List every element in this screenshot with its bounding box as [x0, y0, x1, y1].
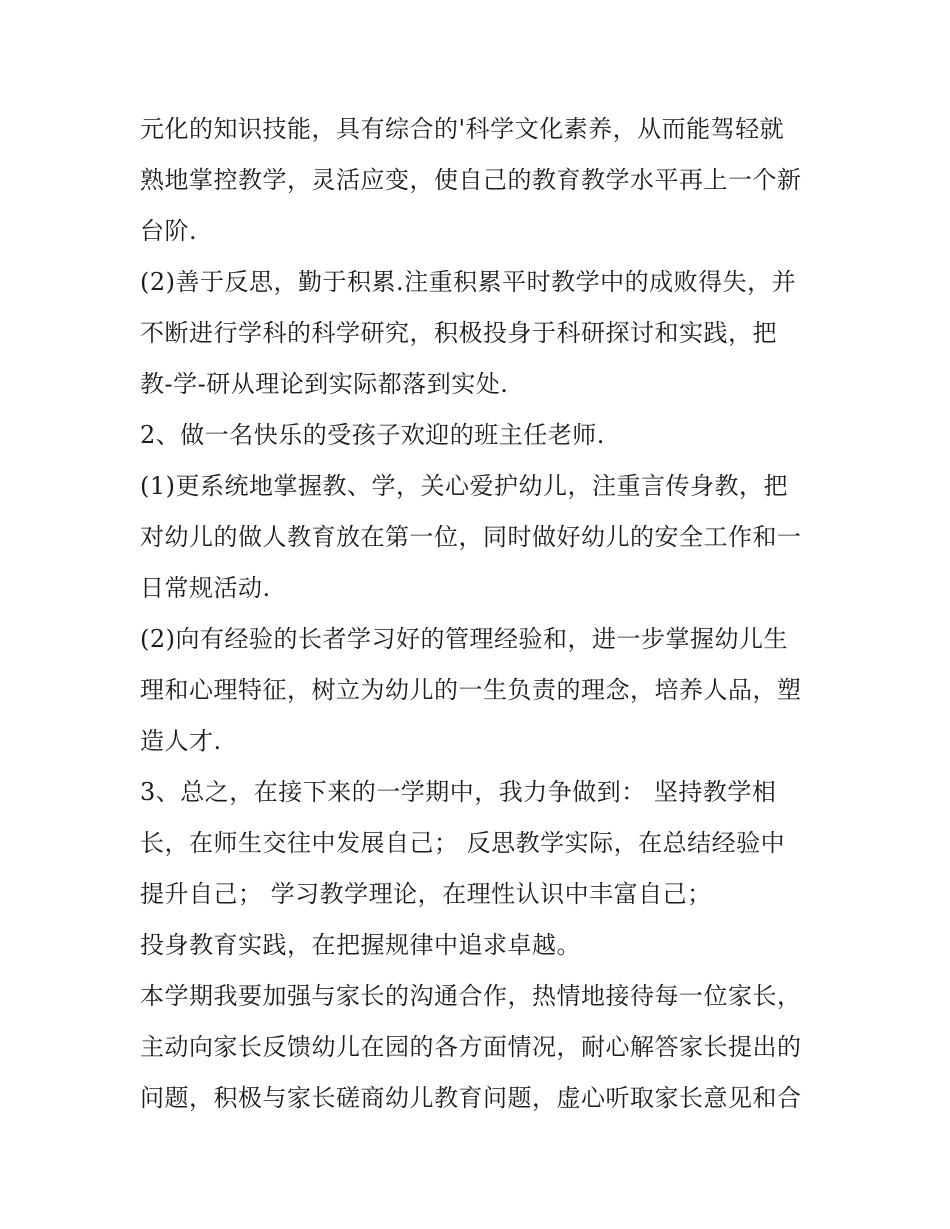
text-line: 不断进行学科的科学研究，积极投身于科研探讨和实践，把 [140, 319, 777, 347]
text-line: 2、做一名快乐的受孩子欢迎的班主任老师. [140, 421, 605, 449]
text-line: 主动向家长反馈幼儿在园的各方面情况，耐心解答家长提出的 [140, 1033, 802, 1061]
document-body [140, 104, 820, 1124]
text-line: 教-学-研从理论到实际都落到实处. [140, 370, 509, 398]
text-line: 对幼儿的做人教育放在第一位，同时做好幼儿的安全工作和一 [140, 523, 802, 551]
text-line: 造人才. [140, 727, 222, 755]
text-line: 3、总之，在接下来的一学期中，我力争做到： 坚持教学相 [140, 778, 777, 806]
text-line: 投身教育实践，在把握规律中追求卓越。 [140, 931, 581, 959]
text-line: 长，在师生交往中发展自己； 反思教学实际，在总结经验中 [140, 829, 786, 857]
text-line: 问题，积极与家长磋商幼儿教育问题，虚心听取家长意见和合 [140, 1084, 802, 1112]
text-line: 熟地掌控教学，灵活应变，使自己的教育教学水平再上一个新 [140, 166, 802, 194]
text-line: 提升自己； 学习教学理论，在理性认识中丰富自己； [140, 880, 712, 908]
text-line: 元化的知识技能，具有综合的'科学文化素养，从而能驾轻就 [140, 115, 785, 143]
text-line: 日常规活动. [140, 574, 271, 602]
text-line: (2)向有经验的长者学习好的管理经验和，进一步掌握幼儿生 [140, 625, 788, 653]
text-line: 本学期我要加强与家长的沟通合作，热情地接待每一位家长， [140, 982, 802, 1010]
text-line: (1)更系统地掌握教、学，关心爱护幼儿，注重言传身教，把 [140, 472, 788, 500]
text-line: (2)善于反思，勤于积累.注重积累平时教学中的成败得失，并 [140, 268, 797, 296]
text-line: 理和心理特征，树立为幼儿的一生负责的理念，培养人品，塑 [140, 676, 802, 704]
text-line: 台阶. [140, 217, 198, 245]
